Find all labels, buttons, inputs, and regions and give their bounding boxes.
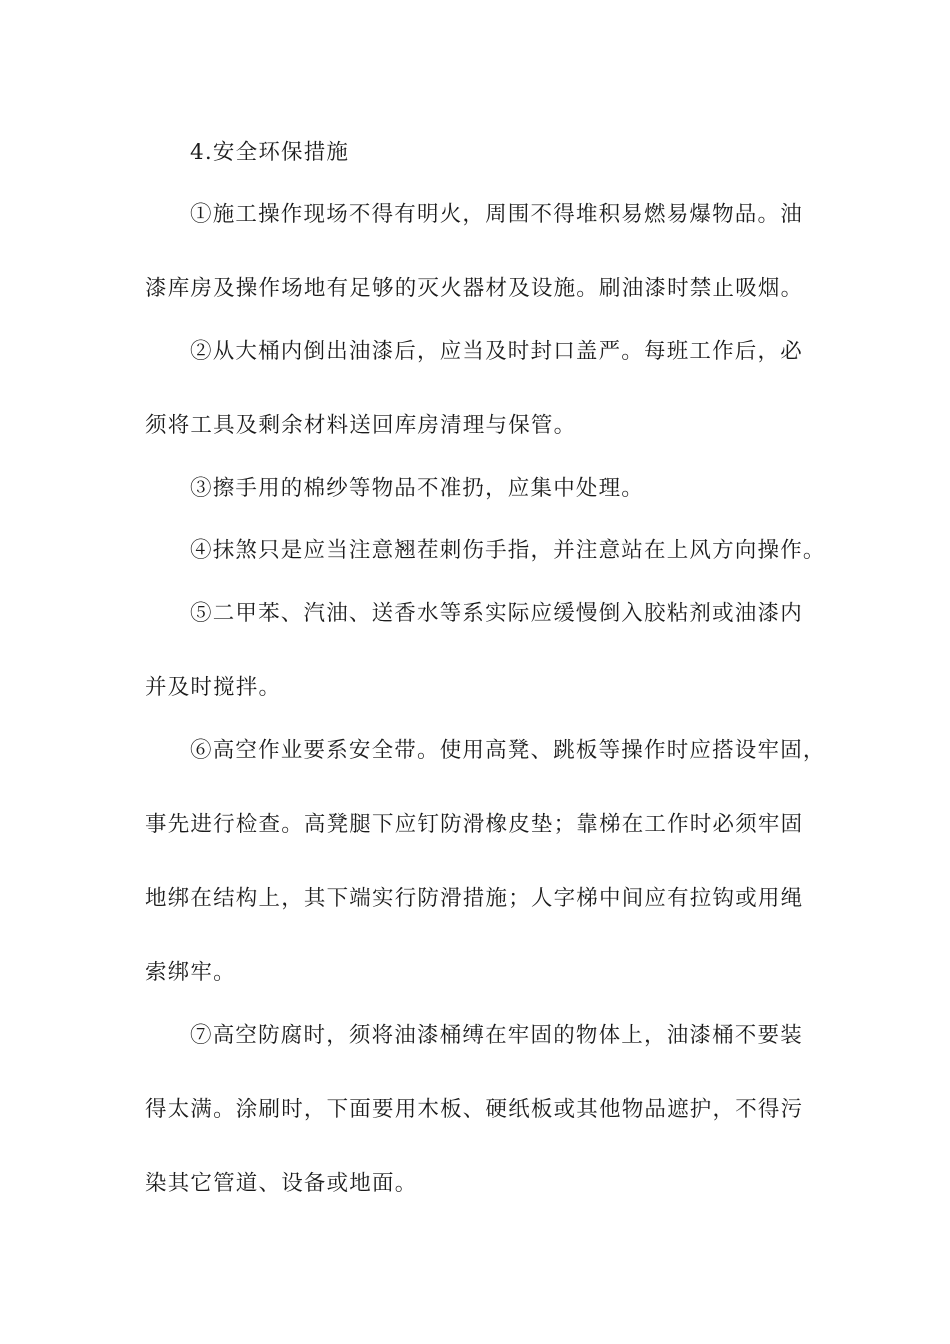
paragraph-line: ⑦高空防腐时，须将油漆桶缚在牢固的物体上，油漆桶不要装 [190,1023,803,1048]
paragraph-line: 得太满。涂刷时，下面要用木板、硬纸板或其他物品遮护，不得污 [145,1097,804,1122]
paragraph-line: ①施工操作现场不得有明火，周围不得堆积易燃易爆物品。油 [190,202,803,227]
paragraph-line: 事先进行检查。高凳腿下应钉防滑橡皮垫；靠梯在工作时必须牢固 [145,812,804,837]
paragraph-line: ⑥高空作业要系安全带。使用高凳、跳板等操作时应搭设牢固， [190,738,826,763]
paragraph-line: 并及时搅拌。 [145,675,282,700]
paragraph-line: 索绑牢。 [145,960,236,985]
paragraph-line: ④抹煞只是应当注意翘茬刺伤手指，并注意站在上风方向操作。 [190,538,826,563]
paragraph-line: 须将工具及剩余材料送回库房清理与保管。 [145,413,577,438]
paragraph-line: 漆库房及操作场地有足够的灭火器材及设施。刷油漆时禁止吸烟。 [145,276,804,301]
section-heading: 4.安全环保措施 [190,140,350,165]
paragraph-line: ③擦手用的棉纱等物品不准扔，应集中处理。 [190,476,645,501]
paragraph-line: ⑤二甲苯、汽油、送香水等系实际应缓慢倒入胶粘剂或油漆内 [190,601,803,626]
paragraph-line: 地绑在结构上，其下端实行防滑措施；人字梯中间应有拉钩或用绳 [145,886,804,911]
paragraph-line: ②从大桶内倒出油漆后，应当及时封口盖严。每班工作后，必 [190,339,803,364]
paragraph-line: 染其它管道、设备或地面。 [145,1171,418,1196]
